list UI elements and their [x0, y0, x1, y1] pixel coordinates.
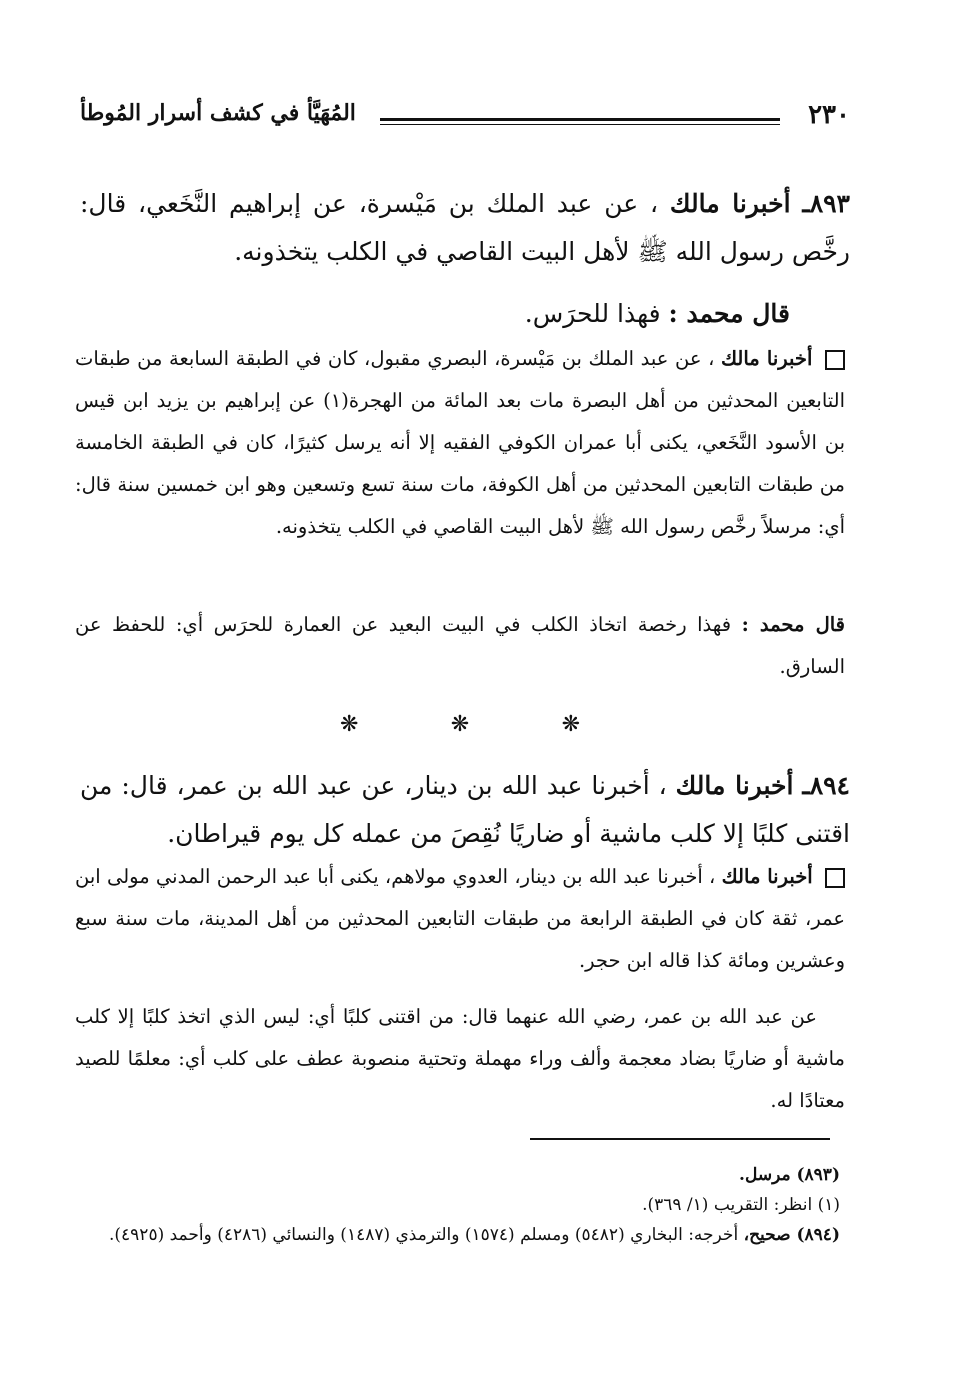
section-separator	[340, 712, 580, 737]
hadith-lead: أخبرنا مالك	[675, 771, 794, 800]
footnotes	[70, 1160, 840, 1250]
commentary-lead: قال محمد :	[741, 613, 846, 636]
commentary-text: فهذا رخصة اتخاذ الكلب في البيت البعيد عن العمارة للحرَس أي: للحفظ عن السارق.	[75, 613, 845, 678]
square-marker-icon	[825, 350, 845, 370]
commentary-text: ، عن عبد الملك بن مَيْسرة، البصري مقبول، كان في الطبقة السابعة من طبقات التابعين المحدثين من أهل البصرة مات بعد المائة من الهجرة(١) عن إبراهيم بن يزيد ابن قيس بن الأسود النَّخَعي، يكنى أبا عمران الكوفي الفقيه إلا أنه يرسل كثيرًا، كان في الطبقة الخامسة من طبقات التابعين المحدثين من أهل الكوفة، مات سنة تسع وتسعين وهو ابن خمسين سنة قال: أي: مرسلاً رخَّص رسول الله ﷺ لأهل البيت القاصي في الكلب يتخذونه.	[75, 347, 846, 538]
page-header	[80, 100, 850, 140]
hadith-number: ٨٩٣ـ	[802, 189, 850, 218]
hadith-number: ٨٩٤ـ	[802, 771, 850, 800]
footnote-893	[70, 1160, 840, 1190]
commentary-893	[75, 338, 845, 548]
asterism-icon: ❋	[340, 712, 359, 737]
commentary-893-muhammad	[75, 604, 845, 688]
footnote-894	[70, 1220, 840, 1250]
footnote-lead: (٨٩٤) صحيح،	[743, 1225, 840, 1245]
footnote-lead: (٨٩٣) مرسل.	[739, 1165, 840, 1185]
hadith-894	[80, 762, 850, 858]
saying-text: فهذا للحرَس.	[524, 299, 661, 328]
hadith-text: ، أخبرنا عبد الله بن دينار، عن عبد الله بن عمر، قال: من اقتنى كلبًا إلا كلب ماشية أو ضاريًا نُقِصَ من عمله كل يوم قيراطان.	[80, 771, 850, 848]
commentary-894-explanation	[75, 996, 845, 1122]
saying-lead: قال محمد :	[668, 299, 790, 328]
square-marker-icon	[825, 868, 845, 888]
commentary-text: عن عبد الله بن عمر، رضي الله عنهما قال: من اقتنى كلبًا أي: ليس الذي اتخذ كلبًا إلا كلب ماشية أو ضاريًا بضاد معجمة وألف وراء مهملة وتحتية منصوبة عطف على كلب أي: معلمًا للصيد معتادًا له.	[75, 1005, 845, 1112]
commentary-lead: أخبرنا مالك	[720, 347, 813, 370]
hadith-893	[80, 180, 850, 276]
commentary-894	[75, 856, 845, 982]
book-title: المُهَيَّأ في كشف أسرار المُوطأ	[80, 100, 356, 126]
page-number: ٢٣٠	[808, 100, 850, 130]
footnote-1	[70, 1190, 840, 1220]
commentary-lead: أخبرنا مالك	[721, 865, 813, 888]
asterism-icon: ❋	[561, 712, 580, 737]
footnote-text: أخرجه: البخاري (٥٤٨٢) ومسلم (١٥٧٤) والترمذي (١٤٨٧) والنسائي (٤٢٨٦) وأحمد (٤٩٢٥).	[109, 1225, 739, 1245]
footnote-rule	[530, 1138, 830, 1140]
hadith-lead: أخبرنا مالك	[669, 189, 791, 218]
header-rule	[380, 118, 780, 125]
commentary-text: ، أخبرنا عبد الله بن دينار، العدوي مولاهم، يكنى أبا عبد الرحمن المدني مولى ابن عمر، ثقة كان في الطبقة الرابعة من طبقات التابعين المحدثين من أهل المدينة، مات سنة سبع وعشرين ومائة كذا قاله ابن حجر.	[75, 865, 845, 972]
asterism-icon: ❋	[450, 712, 470, 737]
hadith-text: ، عن عبد الملك بن مَيْسرة، عن إبراهيم النَّخَعي، قال: رخَّص رسول الله ﷺ لأهل البيت القاصي في الكلب يتخذونه.	[80, 189, 850, 266]
muhammad-saying-893	[160, 290, 790, 338]
footnote-text: (١) انظر: التقريب (١/ ٣٦٩).	[642, 1195, 840, 1215]
